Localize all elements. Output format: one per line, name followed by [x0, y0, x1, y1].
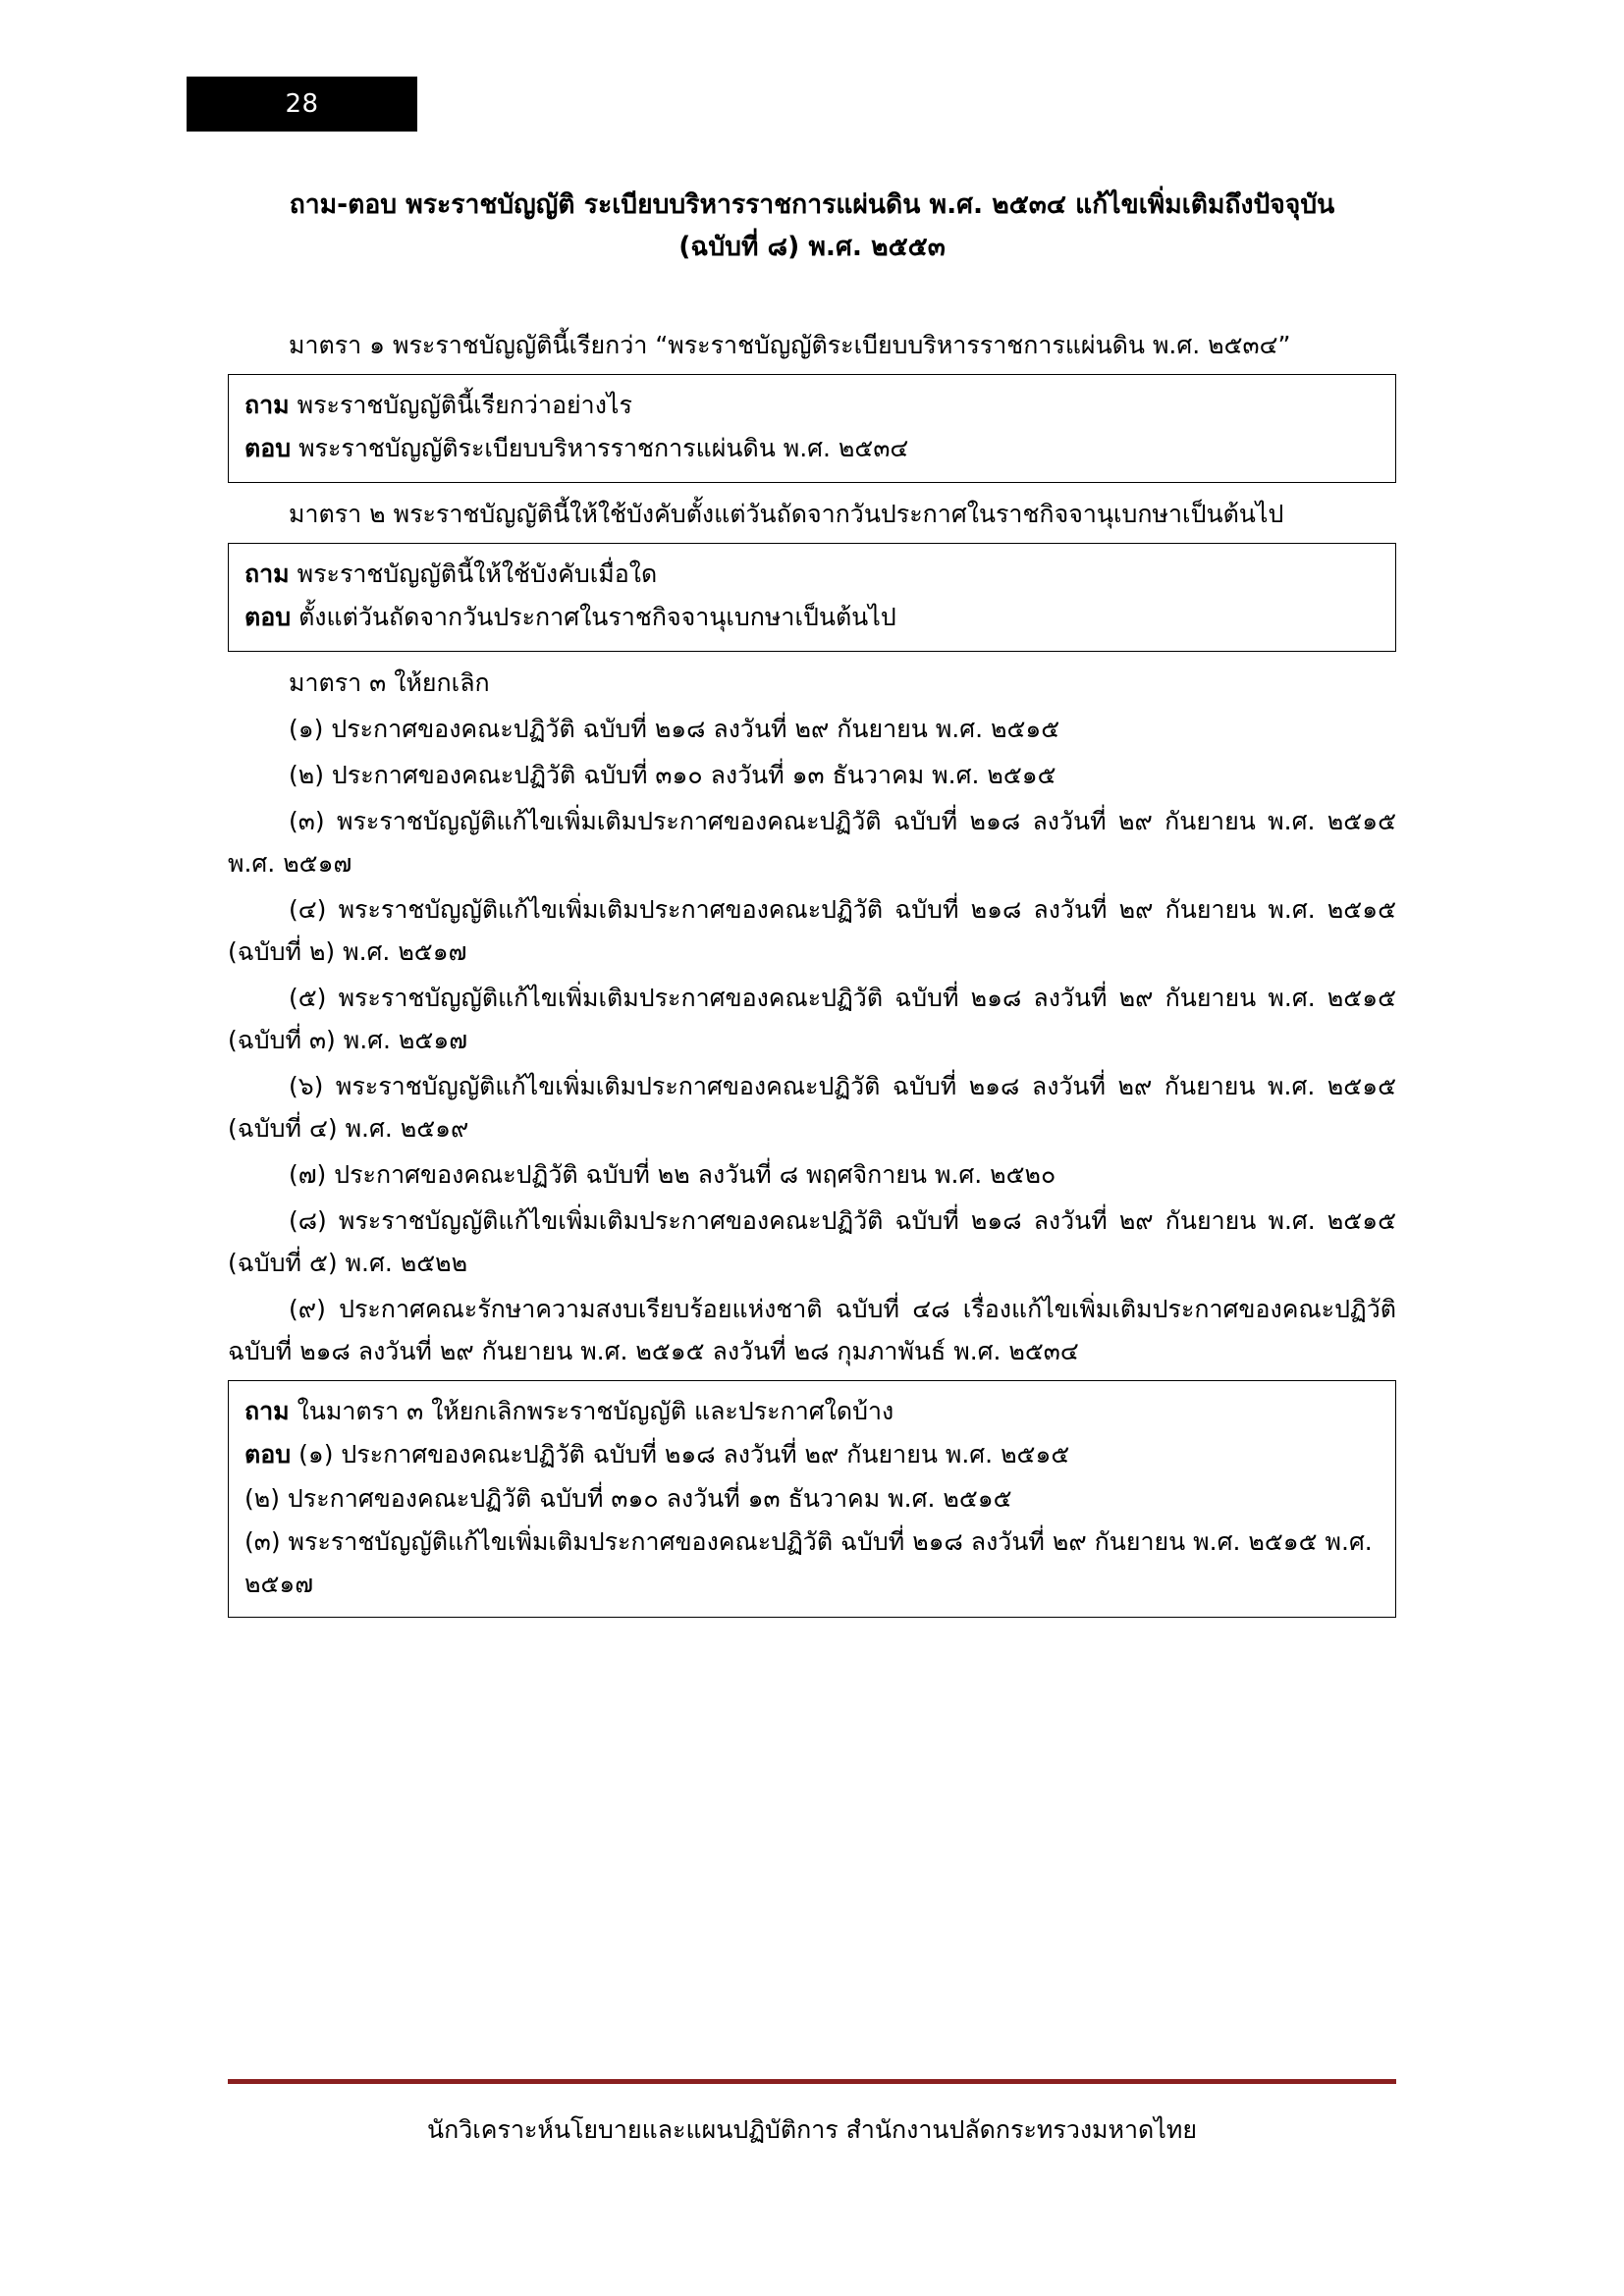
qa-1-answer	[244, 428, 1380, 470]
section-2-text: มาตรา ๒ พระราชบัญญัตินี้ให้ใช้บังคับตั้งแต่วันถัดจากวันประกาศในราชกิจจานุเบกษาเป็นต้นไป	[289, 499, 1284, 528]
qa-3-answer-line3: (๓) พระราชบัญญัติแก้ไขเพิ่มเติมประกาศของคณะปฏิวัติ ฉบับที่ ๒๑๘ ลงวันที่ ๒๙ กันยายน พ.ศ. ๒๕๑๕ พ.ศ. ๒๕๑๗	[244, 1527, 1373, 1598]
qa-3-answer-label: ตอบ	[244, 1440, 292, 1469]
qa-3-question-label: ถาม	[244, 1396, 290, 1425]
qa-2-question-label: ถาม	[244, 559, 290, 588]
document-title	[228, 185, 1396, 269]
qa-box-1	[228, 374, 1396, 483]
qa-2-question-text: พระราชบัญญัตินี้ให้ใช้บังคับเมื่อใด	[289, 559, 658, 588]
qa-3-answer	[244, 1434, 1380, 1476]
qa-2-answer-text: ตั้งแต่วันถัดจากวันประกาศในราชกิจจานุเบกษาเป็นต้นไป	[291, 603, 896, 632]
section-3-item: (๗) ประกาศของคณะปฏิวัติ ฉบับที่ ๒๒ ลงวันที่ ๘ พฤศจิกายน พ.ศ. ๒๕๒๐	[289, 1159, 1056, 1189]
section-1-text: มาตรา ๑ พระราชบัญญัตินี้เรียกว่า “พระราชบัญญัติระเบียบบริหารราชการแผ่นดิน พ.ศ. ๒๕๓๔”	[289, 330, 1291, 359]
footer-divider	[228, 2079, 1396, 2084]
section-3-item: (๒) ประกาศของคณะปฏิวัติ ฉบับที่ ๓๑๐ ลงวันที่ ๑๓ ธันวาคม พ.ศ. ๒๕๑๕	[289, 760, 1056, 789]
section-3-item: (๘) พระราชบัญญัติแก้ไขเพิ่มเติมประกาศของคณะปฏิวัติ ฉบับที่ ๒๑๘ ลงวันที่ ๒๙ กันยายน พ.ศ. ๒๕๑๕ (ฉบับที่ ๕) พ.ศ. ๒๕๒๒	[228, 1205, 1396, 1277]
qa-2-answer	[244, 597, 1380, 639]
qa-box-2	[228, 543, 1396, 652]
qa-1-question-label: ถาม	[244, 390, 290, 419]
qa-3-answer-line2: (๒) ประกาศของคณะปฏิวัติ ฉบับที่ ๓๑๐ ลงวันที่ ๑๓ ธันวาคม พ.ศ. ๒๕๑๕	[244, 1483, 1012, 1513]
page-number: 28	[187, 77, 417, 132]
section-3-item: (๓) พระราชบัญญัติแก้ไขเพิ่มเติมประกาศของคณะปฏิวัติ ฉบับที่ ๒๑๘ ลงวันที่ ๒๙ กันยายน พ.ศ. ๒๕๑๕ พ.ศ. ๒๕๑๗	[228, 806, 1396, 878]
section-3-item: (๙) ประกาศคณะรักษาความสงบเรียบร้อยแห่งชาติ ฉบับที่ ๔๘ เรื่องแก้ไขเพิ่มเติมประกาศของคณะปฏิวัติ ฉบับที่ ๒๑๘ ลงวันที่ ๒๙ กันยายน พ.ศ. ๒๕๑๕ ลงวันที่ ๒๘ กุมภาพันธ์ พ.ศ. ๒๕๓๔	[228, 1294, 1396, 1365]
section-3-item: (๕) พระราชบัญญัติแก้ไขเพิ่มเติมประกาศของคณะปฏิวัติ ฉบับที่ ๒๑๘ ลงวันที่ ๒๙ กันยายน พ.ศ. ๒๕๑๕ (ฉบับที่ ๓) พ.ศ. ๒๕๑๗	[228, 983, 1396, 1054]
footer-text: นักวิเคราะห์นโยบายและแผนปฏิบัติการ สำนักงานปลัดกระทรวงมหาดไทย	[426, 2115, 1197, 2144]
section-3-item: (๖) พระราชบัญญัติแก้ไขเพิ่มเติมประกาศของคณะปฏิวัติ ฉบับที่ ๒๑๘ ลงวันที่ ๒๙ กันยายน พ.ศ. ๒๕๑๕ (ฉบับที่ ๔) พ.ศ. ๒๕๑๙	[228, 1071, 1396, 1143]
qa-1-answer-label: ตอบ	[244, 434, 292, 463]
section-3-heading: มาตรา ๓ ให้ยกเลิก	[289, 667, 490, 697]
qa-1-question	[244, 385, 1380, 427]
page-content	[228, 185, 1396, 1628]
qa-3-question	[244, 1391, 1380, 1433]
qa-box-3	[228, 1380, 1396, 1619]
qa-2-question	[244, 554, 1380, 596]
section-3-item: (๑) ประกาศของคณะปฏิวัติ ฉบับที่ ๒๑๘ ลงวันที่ ๒๙ กันยายน พ.ศ. ๒๕๑๕	[289, 714, 1060, 743]
section-3-item: (๔) พระราชบัญญัติแก้ไขเพิ่มเติมประกาศของคณะปฏิวัติ ฉบับที่ ๒๑๘ ลงวันที่ ๒๙ กันยายน พ.ศ. ๒๕๑๕ (ฉบับที่ ๒) พ.ศ. ๒๕๑๗	[228, 894, 1396, 966]
qa-3-answer-text: (๑) ประกาศของคณะปฏิวัติ ฉบับที่ ๒๑๘ ลงวันที่ ๒๙ กันยายน พ.ศ. ๒๕๑๕	[291, 1440, 1070, 1469]
qa-1-answer-text: พระราชบัญญัติระเบียบบริหารราชการแผ่นดิน พ.ศ. ๒๕๓๔	[291, 434, 909, 463]
qa-2-answer-label: ตอบ	[244, 603, 292, 632]
qa-3-question-text: ในมาตรา ๓ ให้ยกเลิกพระราชบัญญัติ และประกาศใดบ้าง	[289, 1396, 894, 1425]
document-body	[228, 324, 1396, 1619]
qa-1-question-text: พระราชบัญญัตินี้เรียกว่าอย่างไร	[289, 390, 632, 419]
document-title-line2: (ฉบับที่ ๘) พ.ศ. ๒๕๕๓	[678, 231, 946, 262]
document-title-line1: ถาม-ตอบ พระราชบัญญัติ ระเบียบบริหารราชการแผ่นดิน พ.ศ. ๒๕๓๔ แก้ไขเพิ่มเติมถึงปัจจุบัน	[289, 189, 1335, 220]
